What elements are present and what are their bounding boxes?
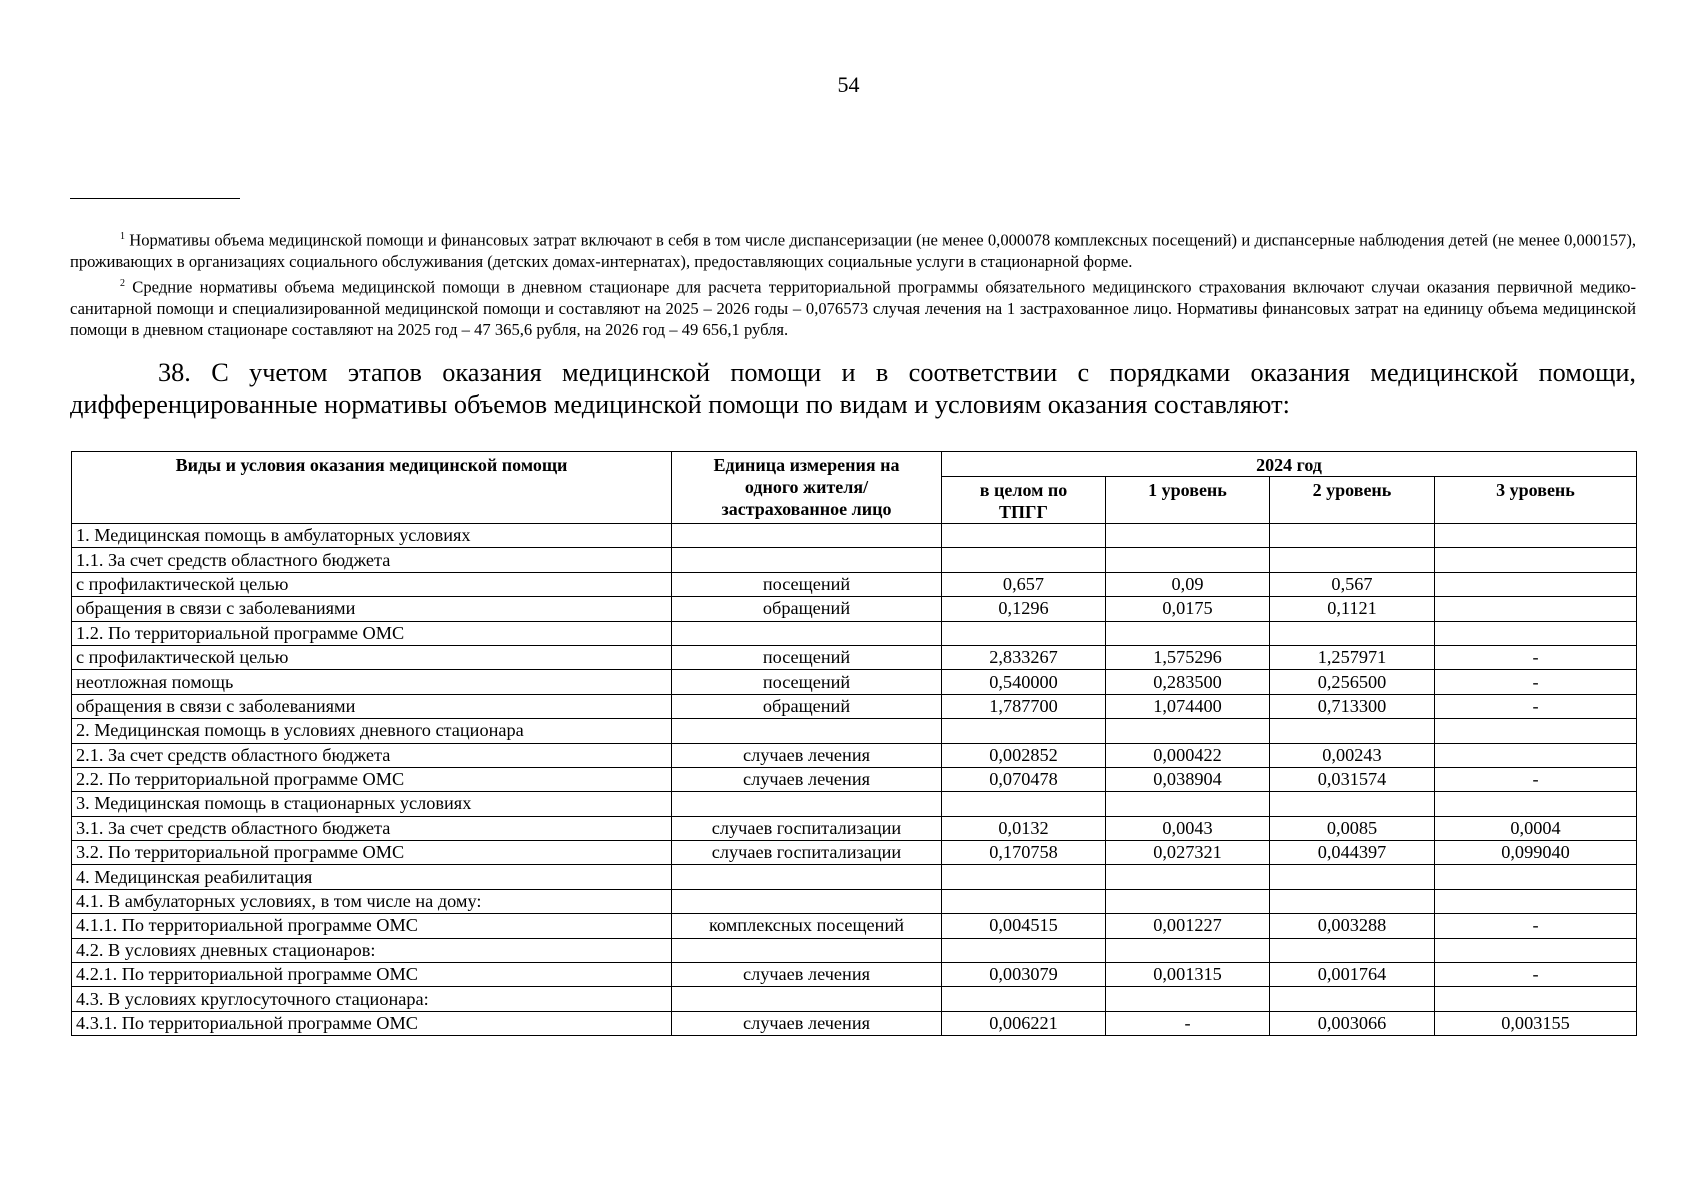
row-level-2: 0,044397 [1270,841,1435,865]
row-type: 1.1. За счет средств областного бюджета [72,548,672,572]
row-level-3 [1435,572,1637,596]
row-level-2: 0,0085 [1270,816,1435,840]
row-unit [672,889,942,913]
row-total: 1,787700 [942,694,1106,718]
row-level-2: 0,567 [1270,572,1435,596]
row-level-1 [1106,889,1270,913]
row-total: 0,006221 [942,1011,1106,1035]
table-header-row [72,452,1637,477]
row-type: 4.2.1. По территориальной программе ОМС [72,963,672,987]
row-level-1: 0,0175 [1106,597,1270,621]
row-type: 3.2. По территориальной программе ОМС [72,841,672,865]
row-unit: случаев лечения [672,767,942,791]
row-type: 4. Медицинская реабилитация [72,865,672,889]
row-unit: случаев лечения [672,1011,942,1035]
row-unit [672,548,942,572]
row-level-3 [1435,792,1637,816]
row-type: 4.3. В условиях круглосуточного стационара: [72,987,672,1011]
row-level-1: 0,0043 [1106,816,1270,840]
row-total: 0,070478 [942,767,1106,791]
row-level-2 [1270,792,1435,816]
page-number: 54 [837,72,860,97]
row-type: 1.2. По территориальной программе ОМС [72,621,672,645]
row-total [942,548,1106,572]
row-level-2 [1270,524,1435,548]
footnote-mark: 2 [120,277,125,289]
row-level-2: 0,003288 [1270,914,1435,938]
row-type: с профилактической целью [72,572,672,596]
table-row [72,621,1637,645]
row-level-3: 0,099040 [1435,841,1637,865]
row-level-2: 0,001764 [1270,963,1435,987]
header-level-1: 1 уровень [1106,477,1270,524]
row-total [942,621,1106,645]
row-level-3 [1435,548,1637,572]
row-level-3: - [1435,694,1637,718]
table-row [72,889,1637,913]
row-level-3 [1435,621,1637,645]
row-total: 0,540000 [942,670,1106,694]
row-unit: посещений [672,645,942,669]
row-total [942,889,1106,913]
table-row [72,597,1637,621]
row-total: 0,002852 [942,743,1106,767]
row-level-3: - [1435,963,1637,987]
row-type: 4.1.1. По территориальной программе ОМС [72,914,672,938]
footnote-text: Средние нормативы объема медицинской помощи в дневном стационаре для расчета территориальной программы обязательного медицинского страхования включают случаи оказания первичной медико-санитарной помощи и специализированной медицинской помощи и составляют на 2025 – 2026 годы – 0,076573 случая лечения на 1 застрахованное лицо. Нормативы финансовых затрат на единицу объема медицинской помощи в дневном стационаре составляют на 2025 год – 47 365,6 рубля, на 2026 год – 49 656,1 рубля. [70,277,1636,340]
row-level-1: 1,575296 [1106,645,1270,669]
row-level-1 [1106,865,1270,889]
header-type: Виды и условия оказания медицинской помощи [72,452,672,524]
row-total [942,792,1106,816]
row-type: 3. Медицинская помощь в стационарных условиях [72,792,672,816]
table-row [72,987,1637,1011]
table-row [72,743,1637,767]
row-unit: посещений [672,572,942,596]
row-level-1 [1106,792,1270,816]
row-level-2: 0,256500 [1270,670,1435,694]
row-level-3: 0,003155 [1435,1011,1637,1035]
table-row [72,816,1637,840]
footnote-text: Нормативы объема медицинской помощи и финансовых затрат включают в себя в том числе диспансеризации (не менее 0,000078 комплексных посещений) и диспансерные наблюдения детей (не менее 0,000157), проживающих в организациях социального обслуживания (детских домах-интернатах), предоставляющих социальные услуги в стационарной форме. [70,230,1637,272]
header-unit: Единица измерения на одного жителя/ застрахованное лицо [672,452,942,524]
row-unit: случаев лечения [672,963,942,987]
row-unit: случаев лечения [672,743,942,767]
row-unit [672,938,942,962]
row-level-3: - [1435,670,1637,694]
row-unit [672,621,942,645]
header-total: в целом по ТПГГ [942,477,1106,524]
row-unit [672,865,942,889]
row-type: с профилактической целью [72,645,672,669]
row-level-3: - [1435,767,1637,791]
table-row [72,645,1637,669]
row-total [942,865,1106,889]
row-type: 4.3.1. По территориальной программе ОМС [72,1011,672,1035]
row-unit: комплексных посещений [672,914,942,938]
row-level-1: 0,001315 [1106,963,1270,987]
row-level-1 [1106,987,1270,1011]
row-total [942,524,1106,548]
row-level-3 [1435,719,1637,743]
row-type: 2. Медицинская помощь в условиях дневного стационара [72,719,672,743]
row-total [942,719,1106,743]
row-level-3: - [1435,914,1637,938]
row-total: 0,004515 [942,914,1106,938]
row-level-1: - [1106,1011,1270,1035]
row-level-2: 1,257971 [1270,645,1435,669]
row-level-2 [1270,548,1435,572]
row-type: обращения в связи с заболеваниями [72,694,672,718]
row-unit: посещений [672,670,942,694]
row-level-2 [1270,938,1435,962]
row-level-3 [1435,524,1637,548]
row-level-2: 0,031574 [1270,767,1435,791]
row-level-2 [1270,621,1435,645]
row-total: 0,003079 [942,963,1106,987]
table-row [72,963,1637,987]
footnote-separator [70,198,240,199]
footnote-mark: 1 [120,231,125,242]
row-total: 0,170758 [942,841,1106,865]
table-row [72,1011,1637,1035]
row-level-3: 0,0004 [1435,816,1637,840]
row-type: 1. Медицинская помощь в амбулаторных условиях [72,524,672,548]
row-total: 0,1296 [942,597,1106,621]
row-unit: обращений [672,694,942,718]
table-row [72,865,1637,889]
row-level-3 [1435,938,1637,962]
row-type: 3.1. За счет средств областного бюджета [72,816,672,840]
row-level-1: 1,074400 [1106,694,1270,718]
row-level-3 [1435,865,1637,889]
row-type: 4.2. В условиях дневных стационаров: [72,938,672,962]
row-type: неотложная помощь [72,670,672,694]
row-level-3 [1435,743,1637,767]
table-row [72,524,1637,548]
table-row [72,572,1637,596]
row-unit [672,792,942,816]
footnotes [70,226,1636,341]
row-total: 0,657 [942,572,1106,596]
row-unit [672,987,942,1011]
row-total [942,938,1106,962]
table-row [72,914,1637,938]
footnote-1 [70,226,1636,273]
header-level-3: 3 уровень [1435,477,1637,524]
row-level-2 [1270,889,1435,913]
row-level-1 [1106,938,1270,962]
row-level-1: 0,027321 [1106,841,1270,865]
table-row [72,841,1637,865]
row-level-3 [1435,889,1637,913]
row-level-2 [1270,719,1435,743]
row-unit [672,719,942,743]
row-unit [672,524,942,548]
row-level-3: - [1435,645,1637,669]
norms-table [71,451,1637,1036]
row-level-1: 0,000422 [1106,743,1270,767]
table-body [72,524,1637,1036]
footnote-2 [70,273,1636,341]
row-level-2 [1270,865,1435,889]
row-level-3 [1435,987,1637,1011]
row-level-1 [1106,524,1270,548]
row-type: 2.2. По территориальной программе ОМС [72,767,672,791]
table-row [72,792,1637,816]
table-row [72,719,1637,743]
header-year: 2024 год [942,452,1637,477]
table-row [72,670,1637,694]
row-level-1: 0,001227 [1106,914,1270,938]
row-total: 0,0132 [942,816,1106,840]
row-level-1 [1106,548,1270,572]
row-level-1 [1106,719,1270,743]
row-level-2: 0,713300 [1270,694,1435,718]
header-level-2: 2 уровень [1270,477,1435,524]
row-level-2: 0,1121 [1270,597,1435,621]
row-total [942,987,1106,1011]
clause-38 [70,357,1636,421]
row-unit: случаев госпитализации [672,816,942,840]
row-total: 2,833267 [942,645,1106,669]
row-level-3 [1435,597,1637,621]
row-level-2: 0,00243 [1270,743,1435,767]
table-row [72,694,1637,718]
row-level-1 [1106,621,1270,645]
table-row [72,938,1637,962]
row-level-1: 0,038904 [1106,767,1270,791]
clause-text: 38. С учетом этапов оказания медицинской помощи и в соответствии с порядками оказания медицинской помощи, дифференцированные нормативы объемов медицинской помощи по видам и условиям оказания составляют: [70,358,1636,419]
row-type: 4.1. В амбулаторных условиях, в том числе на дому: [72,889,672,913]
row-level-1: 0,283500 [1106,670,1270,694]
table-row [72,548,1637,572]
row-type: 2.1. За счет средств областного бюджета [72,743,672,767]
row-level-1: 0,09 [1106,572,1270,596]
row-unit: обращений [672,597,942,621]
row-unit: случаев госпитализации [672,841,942,865]
row-type: обращения в связи с заболеваниями [72,597,672,621]
row-level-2 [1270,987,1435,1011]
row-level-2: 0,003066 [1270,1011,1435,1035]
table-row [72,767,1637,791]
